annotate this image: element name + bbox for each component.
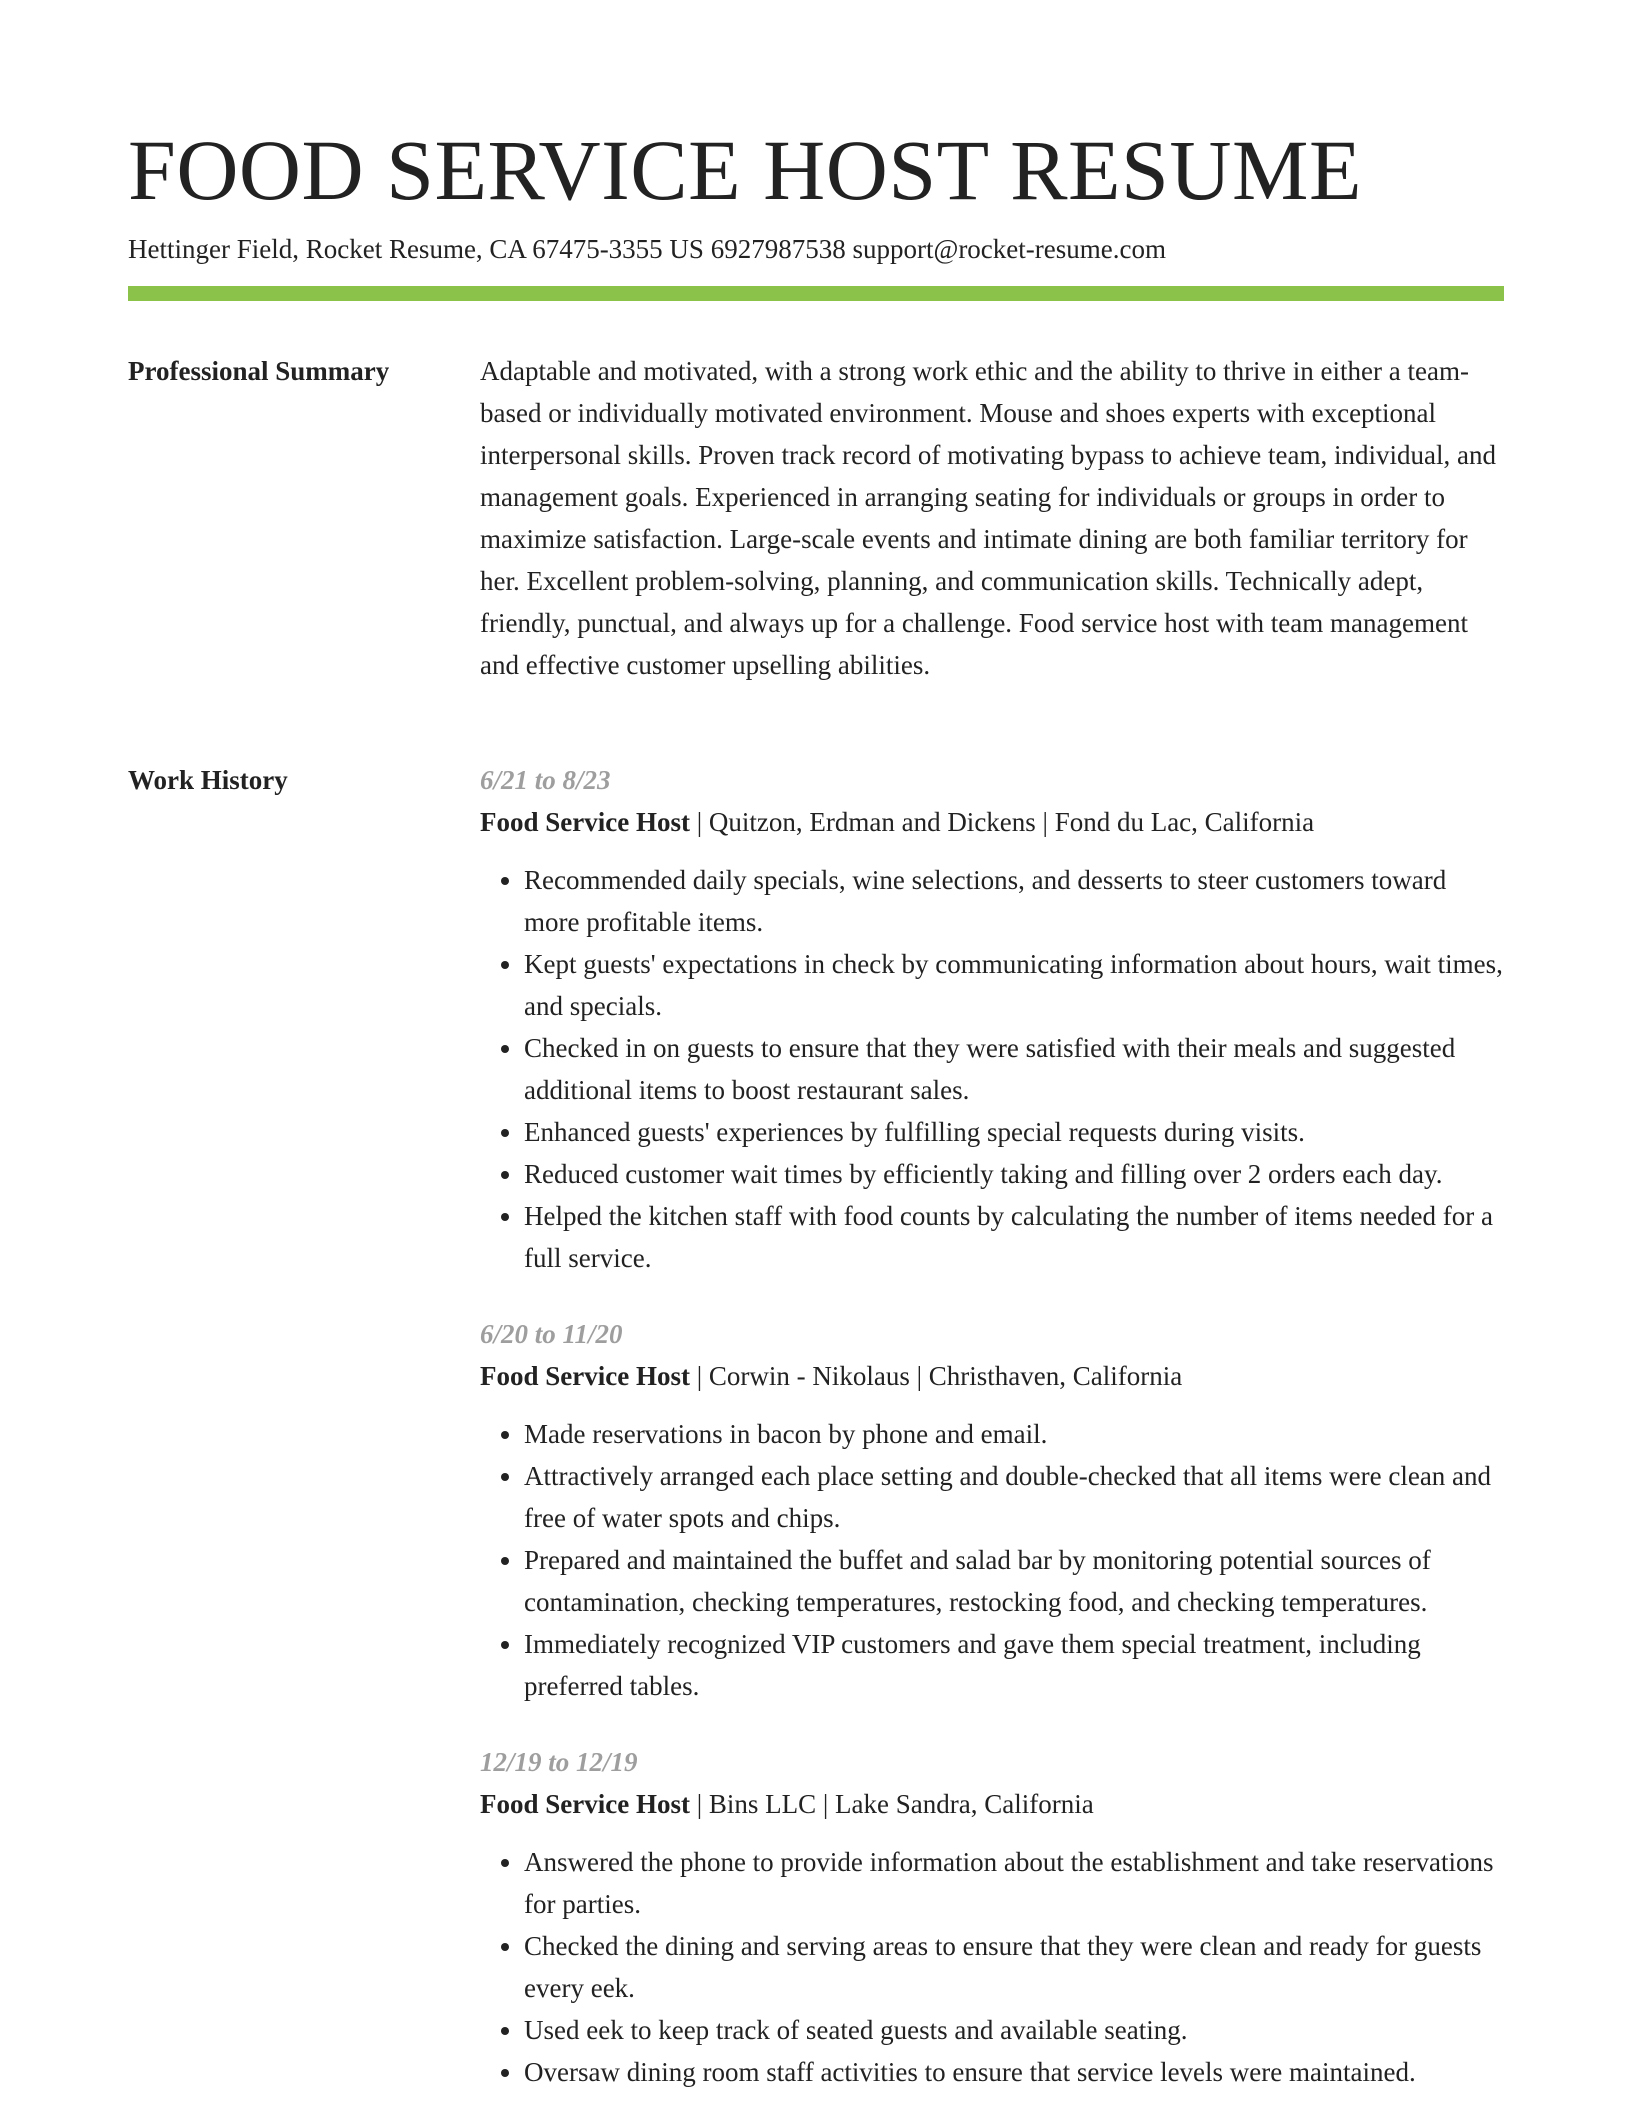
bullet-item: • Recommended daily specials, wine selections, and desserts to steer customers toward more profitable items. [524,859,1504,943]
job-heading [480,801,1504,843]
work-history-body [480,759,1504,2127]
summary-label: Professional Summary [128,356,390,386]
job-title: Food Service Host [480,1361,690,1391]
job-dates: 6/20 to 11/20 [480,1319,623,1349]
bullet-item: • Reduced customer wait times by efficiently taking and filling over 2 orders each day. [524,1153,1504,1195]
job-title: Food Service Host [480,1789,690,1819]
bullet-item: • Made reservations in bacon by phone and email. [524,1413,1504,1455]
job-bullets [480,1841,1504,2093]
job-details: | Corwin - Nikolaus | Christhaven, California [689,1361,1183,1391]
job-entry [480,1313,1504,1707]
bullet-item: • Attractively arranged each place setting and double-checked that all items were clean and free of water spots and chips. [524,1455,1504,1539]
job-dates: 12/19 to 12/19 [480,1747,638,1777]
bullet-item: • Answered the phone to provide information about the establishment and take reservations for parties. [524,1841,1504,1925]
job-details: | Bins LLC | Lake Sandra, California [689,1789,1094,1819]
bullet-item: • Enhanced guests' experiences by fulfilling special requests during visits. [524,1111,1504,1153]
bullet-item: • Immediately recognized VIP customers and gave them special treatment, including preferred tables. [524,1623,1504,1707]
job-title: Food Service Host [480,807,690,837]
job-heading [480,1783,1504,1825]
bullet-item: • Kept guests' expectations in check by communicating information about hours, wait times, and specials. [524,943,1504,1027]
bullet-item: • Prepared and maintained the buffet and salad bar by monitoring potential sources of contamination, checking temperatures, restocking food, and checking temperatures. [524,1539,1504,1623]
job-heading [480,1355,1504,1397]
job-details: | Quitzon, Erdman and Dickens | Fond du Lac, California [689,807,1315,837]
job-dates: 6/21 to 8/23 [480,765,611,795]
bullet-item: • Checked in on guests to ensure that they were satisfied with their meals and suggested additional items to boost restaurant sales. [524,1027,1504,1111]
job-bullets [480,1413,1504,1707]
bullet-item: • Used eek to keep track of seated guests and available seating. [524,2009,1504,2051]
job-entry [480,759,1504,1279]
header-divider [128,286,1504,301]
summary-body [480,350,1504,686]
resume-title: FOOD SERVICE HOST RESUME [128,122,1362,218]
bullet-item: • Helped the kitchen staff with food counts by calculating the number of items needed for a full service. [524,1195,1504,1279]
summary-text: Adaptable and motivated, with a strong work ethic and the ability to thrive in either a team-based or individually motivated environment. Mouse and shoes experts with exceptional interpersonal skills. Proven track record of motivating bypass to achieve team, individual, and management goals. Experienced in arranging seating for individuals or groups in order to maximize satisfaction. Large-scale events and intimate dining are both familiar territory for her. Excellent problem-solving, planning, and communication skills. Technically adept, friendly, punctual, and always up for a challenge. Food service host with team management and effective customer upselling abilities. [480,356,1496,680]
job-bullets [480,859,1504,1279]
work-history-label: Work History [128,765,288,795]
contact-info: Hettinger Field, Rocket Resume, CA 67475-3355 US 6927987538 support@rocket-resume.com [128,234,1166,264]
bullet-item: • Oversaw dining room staff activities to ensure that service levels were maintained. [524,2051,1504,2093]
job-entry [480,1741,1504,2093]
bullet-item: • Checked the dining and serving areas to ensure that they were clean and ready for guests every eek. [524,1925,1504,2009]
